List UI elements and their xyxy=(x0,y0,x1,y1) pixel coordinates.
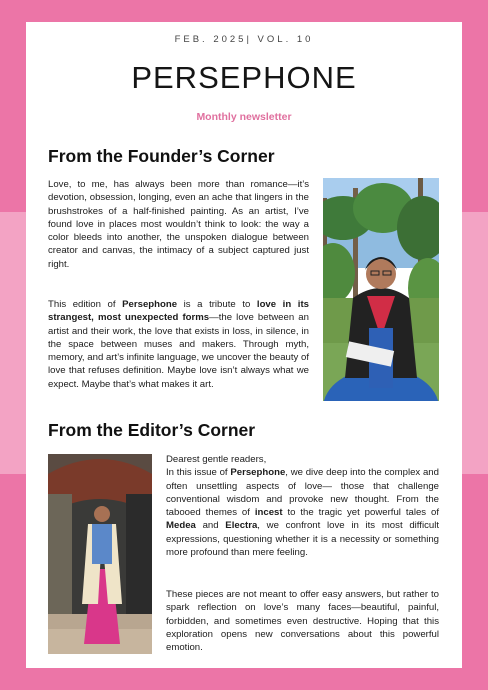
founder-photo xyxy=(323,178,439,401)
newsletter-page xyxy=(26,22,462,668)
newsletter-title: PERSEPHONE xyxy=(131,60,357,95)
editor-heading: From the Editor’s Corner xyxy=(48,420,256,440)
issue-line: FEB. 2025| VOL. 10 xyxy=(174,34,314,45)
founder-paragraph-2: This edition of Persephone is a tribute to love in its strangest, most unexpected forms—the love between an artist and their work, the love that exists in loss, in silence, in the space between muses and makers. Through myth, memory, and art’s infinite language, we uncover the beauty of love that refuses definition. Maybe love isn’t always what we expect. Maybe that’s what makes it art. xyxy=(48,299,309,390)
editor-paragraph-1: Dearest gentle readers, In this issue of Persephone, we dive deep into the complex and often unsettling aspects of love— those that challenge conventional wisdom and provoke new thought. From the tabooed themes of incest to the tragic yet powerful tales of Medea and Electra, we confront love in its most difficult expressions, questioning whether it is a necessity or something more profound than mere feeling. xyxy=(166,454,440,559)
newsletter-subtitle: Monthly newsletter xyxy=(196,111,292,123)
editor-photo xyxy=(48,454,152,654)
founder-paragraph-1: Love, to me, has always been more than romance—it’s devotion, obsession, longing, even an ache that lingers in the brushstrokes of a half-finished painting. As an artist, I’ve found love in places most wouldn’t think to look: the way a color bleeds into another, the unspoken dialogue between creator and canvas, the intimacy of a subject captured just right. xyxy=(48,179,309,270)
founder-heading: From the Founder’s Corner xyxy=(48,146,275,166)
editor-paragraph-2: These pieces are not meant to offer easy answers, but rather to spark reflection on love’s many faces—beautiful, painful, forbidden, and sometimes even destructive. Hoping that this exploration opens new conversations about this powerful emotion. xyxy=(166,589,439,654)
